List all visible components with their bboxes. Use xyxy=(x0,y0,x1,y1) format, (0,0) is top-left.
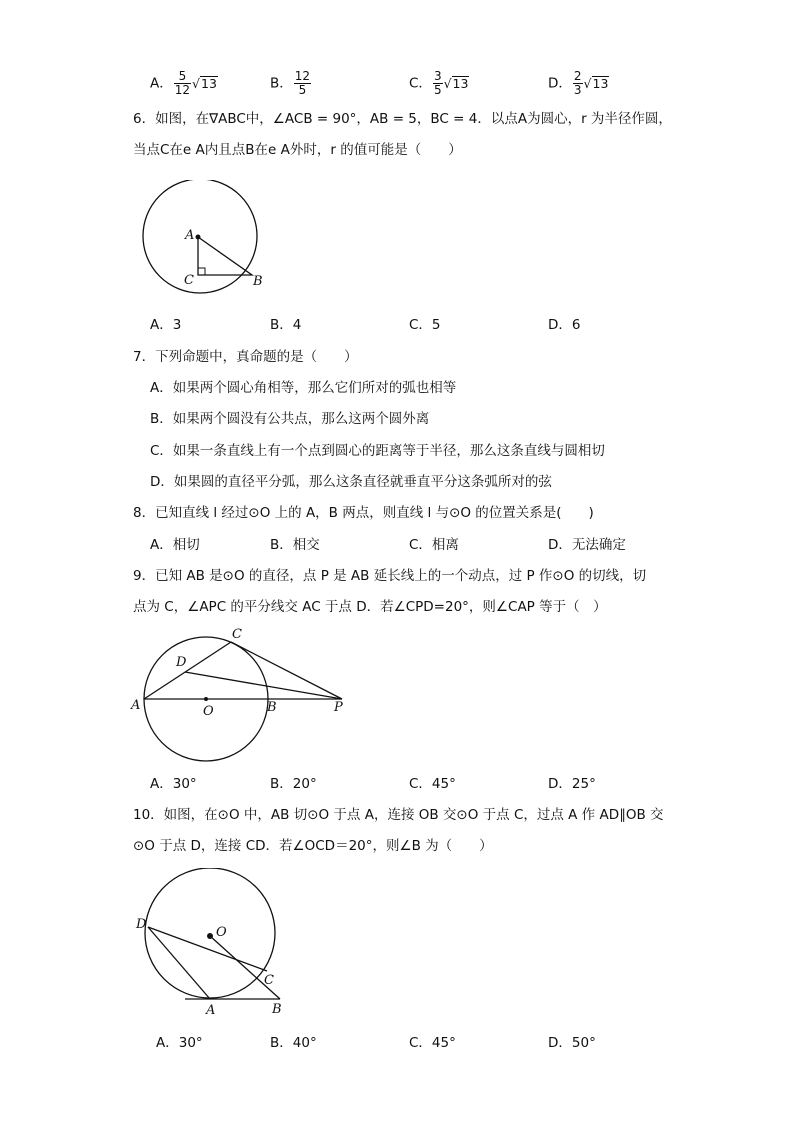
q6-option-b: B．4 xyxy=(270,317,302,333)
q8-stem: 8．已知直线 l 经过⊙O 上的 A，B 两点，则直线 l 与⊙O 的位置关系是( ) xyxy=(133,505,594,521)
q9-option-d: D．25° xyxy=(548,776,596,792)
fraction: $\frac{5}{12}$ xyxy=(174,69,191,97)
q10-stem-line2: ⊙O 于点 D，连接 CD．若∠OCD＝20°，则∠B 为（ ） xyxy=(133,838,493,854)
label-c: C xyxy=(264,973,274,988)
q8-option-d: D．无法确定 xyxy=(548,537,626,553)
q7-option-d: D．如果圆的直径平分弧，那么这条直径就垂直平分这条弧所对的弦 xyxy=(150,474,552,490)
point-o xyxy=(204,697,208,701)
q10-option-c: C．45° xyxy=(409,1035,456,1051)
q7-option-b: B．如果两个圆没有公共点，那么这两个圆外离 xyxy=(150,411,430,427)
label-d: D xyxy=(176,655,187,670)
right-angle-mark xyxy=(198,268,205,275)
q10-option-a: A．30° xyxy=(156,1035,203,1051)
sqrt: √13 xyxy=(443,75,469,91)
q10-stem-line1: 10．如图，在⊙O 中，AB 切⊙O 于点 A，连接 OB 交⊙O 于点 C，过点 A 作 AD∥OB 交 xyxy=(133,807,664,823)
label-b: B xyxy=(253,274,263,289)
label-a: A xyxy=(206,1003,216,1018)
q5-option-b: B． $\frac{12}{5}$ xyxy=(270,69,311,97)
label-a: A xyxy=(185,228,195,243)
q5-option-d: D． $\frac{2}{3}$ √13 xyxy=(548,69,609,97)
q7-option-a: A．如果两个圆心角相等，那么它们所对的弧也相等 xyxy=(150,380,457,396)
q9-stem-line2: 点为 C，∠APC 的平分线交 AC 于点 D．若∠CPD=20°，则∠CAP 等于（ ） xyxy=(133,599,607,615)
label-a: A xyxy=(131,698,141,713)
q8-option-b: B．相交 xyxy=(270,537,320,553)
label-d: D xyxy=(136,917,147,932)
q8-option-c: C．相离 xyxy=(409,537,459,553)
fraction: $\frac{3}{5}$ xyxy=(433,69,442,97)
q6-option-c: C．5 xyxy=(409,317,441,333)
sqrt: √13 xyxy=(583,75,609,91)
line-ac xyxy=(144,642,231,699)
q6-option-a: A．3 xyxy=(150,317,182,333)
q10-figure xyxy=(130,868,300,1020)
line-cp xyxy=(231,642,342,699)
q7-option-c: C．如果一条直线上有一个点到圆心的距离等于半径，那么这条直线与圆相切 xyxy=(150,443,605,459)
q7-stem: 7．下列命题中，真命题的是（ ） xyxy=(133,349,358,365)
label-b: B xyxy=(267,700,277,715)
point-a xyxy=(196,235,201,240)
point-o xyxy=(207,933,213,939)
sqrt: √13 xyxy=(192,75,217,91)
label-o: O xyxy=(216,925,227,940)
fraction: $\frac{12}{5}$ xyxy=(294,69,311,97)
q10-option-d: D．50° xyxy=(548,1035,596,1051)
label-c: C xyxy=(184,273,194,288)
label-o: O xyxy=(203,704,214,719)
q8-option-a: A．相切 xyxy=(150,537,200,553)
fraction: $\frac{2}{3}$ xyxy=(573,69,582,97)
q9-figure xyxy=(128,622,358,770)
label-b: B xyxy=(272,1002,282,1017)
label-c: C xyxy=(232,627,242,642)
q10-option-b: B．40° xyxy=(270,1035,317,1051)
triangle-abc xyxy=(198,237,252,275)
q9-stem-line1: 9．已知 AB 是⊙O 的直径，点 P 是 AB 延长线上的一个动点，过 P 作⊙O 的切线，切 xyxy=(133,568,647,584)
q9-option-b: B．20° xyxy=(270,776,317,792)
q5-option-c: C． $\frac{3}{5}$ √13 xyxy=(409,69,469,97)
q9-option-c: C．45° xyxy=(409,776,456,792)
q6-stem-line2: 当点C在e A内且点B在e A外时，r 的值可能是（ ） xyxy=(133,142,462,158)
q9-option-a: A．30° xyxy=(150,776,197,792)
line-cd xyxy=(148,927,267,971)
line-ob xyxy=(210,936,280,999)
q5-option-a: A． $\frac{5}{12}$ √13 xyxy=(150,69,217,97)
label-p: P xyxy=(334,700,343,715)
q6-stem-line1: 6．如图，在∇ABC中，∠ACB = 90°，AB = 5，BC = 4．以点A为圆心，r 为半径作圆， xyxy=(133,111,672,127)
q6-option-d: D．6 xyxy=(548,317,581,333)
q6-figure xyxy=(135,180,285,300)
